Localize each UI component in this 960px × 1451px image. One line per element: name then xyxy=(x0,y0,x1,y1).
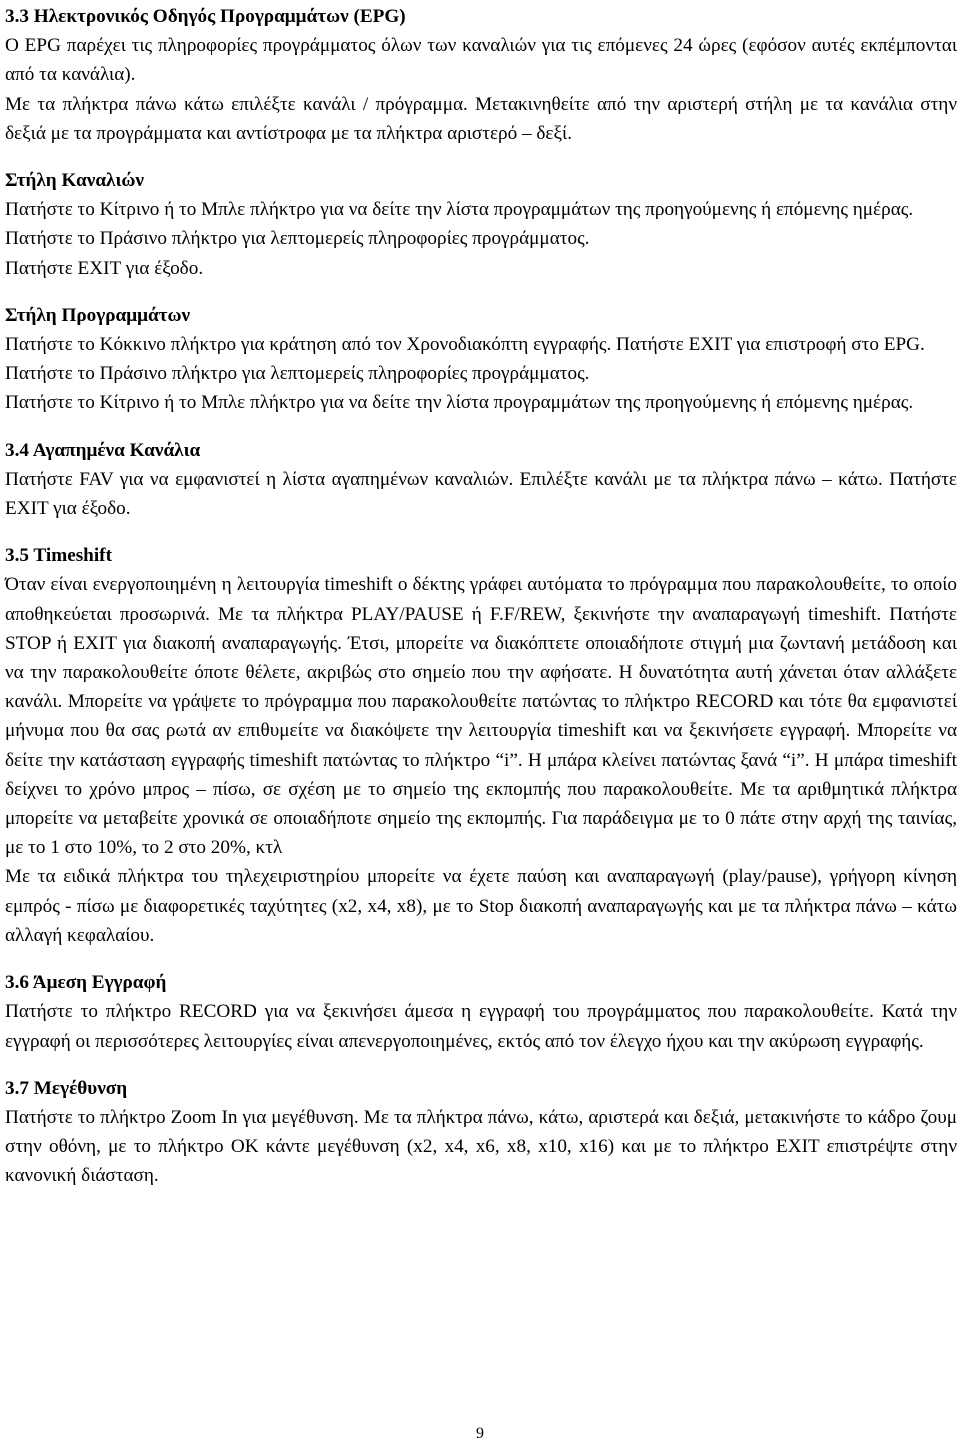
page-number: 9 xyxy=(476,1425,484,1442)
channels-column-paragraph-1: Πατήστε το Κίτρινο ή το Μπλε πλήκτρο για να δείτε την λίστα προγραμμάτων της προηγούμενης ή επόμενης ημέρας. xyxy=(5,199,914,221)
channels-column-title: Στήλη Καναλιών xyxy=(5,170,145,192)
section-3-4 xyxy=(5,436,957,524)
section-3-5-paragraph-2: Με τα ειδικά πλήκτρα του τηλεχειριστηρίου μπορείτε να έχετε παύση και αναπαραγωγή (play/pause), γρήγορη κίνηση εμπρός - πίσω με διαφορετικές ταχύτητες (x2, x4, x8), με το Stop διακοπή αναπαραγωγής και με τα πλήκτρα πάνω – κάτω αλλαγή κεφαλαίου. xyxy=(5,866,957,946)
section-3-5-title: 3.5 Timeshift xyxy=(5,545,112,567)
document-page xyxy=(5,2,957,1191)
programs-column-paragraph-3: Πατήστε το Κίτρινο ή το Μπλε πλήκτρο για να δείτε την λίστα προγραμμάτων της προηγούμενης ή επόμενης ημέρας. xyxy=(5,392,914,414)
section-3-6 xyxy=(5,968,957,1056)
section-3-5 xyxy=(5,541,957,950)
section-3-3-paragraph-1: Ο EPG παρέχει τις πληροφορίες προγράμματος όλων των καναλιών για τις επόμενες 24 ώρες (εφόσον αυτές εκπέμπονται από τα κανάλια). xyxy=(5,35,957,86)
section-3-6-title: 3.6 Άμεση Εγγραφή xyxy=(5,972,167,994)
channels-column-section xyxy=(5,166,957,283)
section-3-7-title: 3.7 Μεγέθυνση xyxy=(5,1077,128,1099)
section-3-3 xyxy=(5,2,957,148)
programs-column-paragraph-2: Πατήστε το Πράσινο πλήκτρο για λεπτομερείς πληροφορίες προγράμματος. xyxy=(5,363,590,385)
section-3-7 xyxy=(5,1074,957,1191)
section-3-4-title: 3.4 Αγαπημένα Κανάλια xyxy=(5,439,201,461)
channels-column-paragraph-3: Πατήστε EXIT για έξοδο. xyxy=(5,257,204,279)
section-3-4-paragraph-1: Πατήστε FAV για να εμφανιστεί η λίστα αγαπημένων καναλιών. Επιλέξτε κανάλι με τα πλήκτρα πάνω – κάτω. Πατήστε EXIT για έξοδο. xyxy=(5,468,957,520)
section-3-6-paragraph-1: Πατήστε το πλήκτρο RECORD για να ξεκινήσει άμεσα η εγγραφή του προγράμματος που παρακολουθείτε. Κατά την εγγραφή οι περισσότερες λειτουργίες είναι απενεργοποιημένες, εκτός από τον έλεγχο ήχου και την ακύρωση εγγραφής. xyxy=(5,1001,957,1052)
section-3-7-paragraph-1: Πατήστε το πλήκτρο Zoom In για μεγέθυνση. Με τα πλήκτρα πάνω, κάτω, αριστερά και δεξιά, μετακινήστε το κάδρο ζουμ στην οθόνη, με το πλήκτρο OK κάντε μεγέθυνση (x2, x4, x6, x8, x10, x16) και με το πλήκτρο EXIT επιστρέψτε στην κανονική διάσταση. xyxy=(5,1106,957,1187)
section-3-3-paragraph-2: Με τα πλήκτρα πάνω κάτω επιλέξτε κανάλι / πρόγραμμα. Μετακινηθείτε από την αριστερή στήλη με τα κανάλια στην δεξιά με τα προγράμματα και αντίστροφα με τα πλήκτρα αριστερό – δεξί. xyxy=(5,93,957,144)
programs-column-paragraph-1: Πατήστε το Κόκκινο πλήκτρο για κράτηση από τον Χρονοδιακόπτη εγγραφής. Πατήστε EXIT για επιστροφή στο EPG. xyxy=(5,334,925,356)
channels-column-paragraph-2: Πατήστε το Πράσινο πλήκτρο για λεπτομερείς πληροφορίες προγράμματος. xyxy=(5,228,590,250)
programs-column-title: Στήλη Προγραμμάτων xyxy=(5,304,191,326)
section-3-5-paragraph-1: Όταν είναι ενεργοποιημένη η λειτουργία timeshift ο δέκτης γράφει αυτόματα το πρόγραμμα που παρακολουθείτε, το οποίο αποθηκεύεται προσωρινά. Με τα πλήκτρα PLAY/PAUSE ή F.F/REW, ξεκινήστε την αναπαραγωγή timeshift. Πατήστε STOP ή EXIT για διακοπή αναπαραγωγής. Έτσι, μπορείτε να διακόπτετε οποιαδήποτε στιγμή μια ζωντανή μετάδοση και να την παρακολουθείτε όποτε θέλετε, ακριβώς στο σημείο που την αφήσατε. Η δυνατότητα αυτή χάνεται όταν αλλάξετε κανάλι. Μπορείτε να γράψετε το πρόγραμμα που παρακολουθείτε πατώντας το πλήκτρο RECORD και τότε θα εμφανιστεί μήνυμα που θα σας ρωτά αν επιθυμείτε να διακόψετε την λειτουργία timeshift και να ξεκινήσετε εγγραφή. Μπορείτε να δείτε την κατάσταση εγγραφής timeshift πατώντας το πλήκτρο “i”. Η μπάρα κλείνει πατώντας ξανά “i”. Η μπάρα timeshift δείχνει το χρόνο μπρος – πίσω, σε σχέση με το σημείο της εκπομπής που παρακολουθείτε. Με τα αριθμητικά πλήκτρα μπορείτε να μεταβείτε χρονικά σε οποιαδήποτε σημείο της εκπομπής. Για παράδειγμα με το 0 πάτε στην αρχή της ταινίας, με το 1 στο 10%, το 2 στο 20%, κτλ xyxy=(5,574,957,859)
programs-column-section xyxy=(5,301,957,418)
section-3-3-title: 3.3 Ηλεκτρονικός Οδηγός Προγραμμάτων (EPG) xyxy=(5,6,406,27)
